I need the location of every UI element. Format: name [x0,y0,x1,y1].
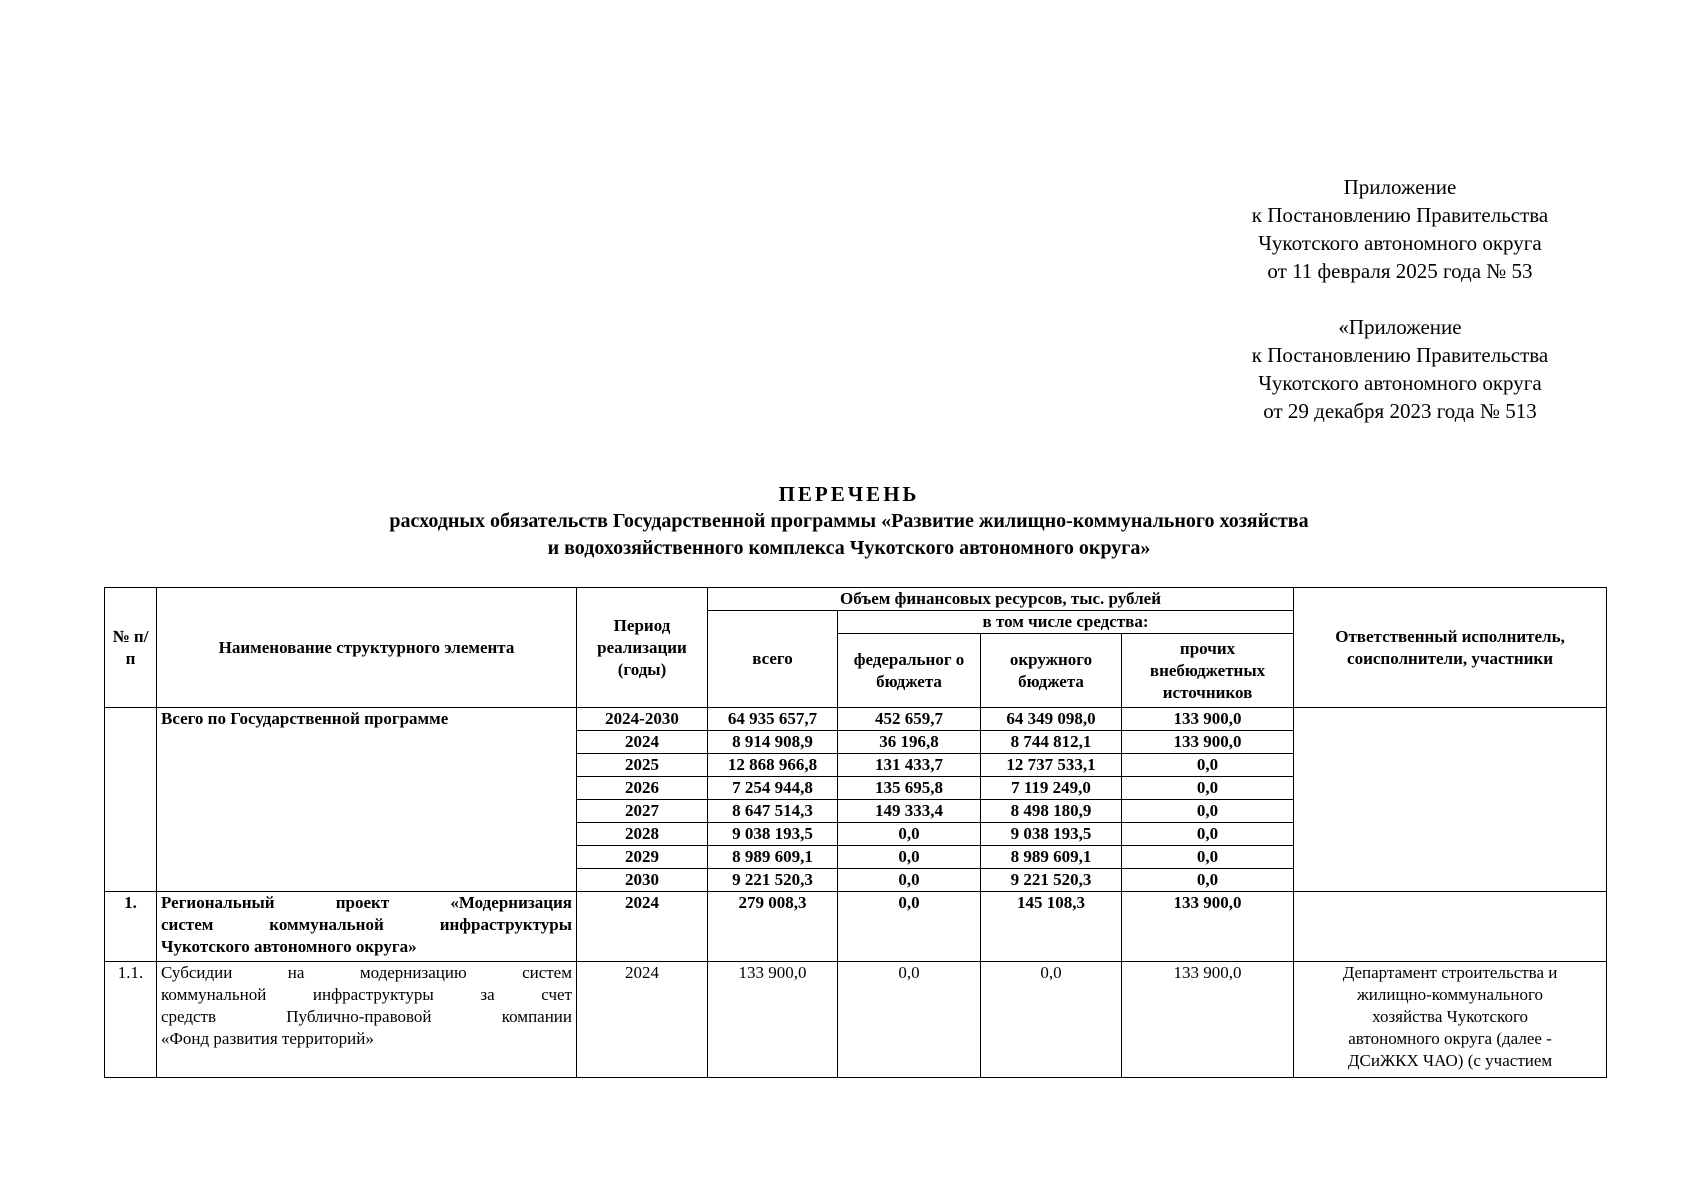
table-cell-district: 64 349 098,0 [981,708,1122,731]
table-cell-name [157,892,577,962]
table-cell-total: 7 254 944,8 [708,777,838,800]
table-cell-other: 133 900,0 [1122,962,1294,1078]
appendix-current [1200,173,1600,285]
document-subtitle-line: расходных обязательств Государственной программы «Развитие жилищно-коммунального хозяйства [389,510,1309,532]
appendix-line: Чукотского автономного округа [1258,231,1542,255]
table-cell-federal: 0,0 [838,823,981,846]
table-cell-period: 2027 [577,800,708,823]
table-cell-other: 0,0 [1122,846,1294,869]
table-cell-total: 9 038 193,5 [708,823,838,846]
table-cell-period: 2024 [577,962,708,1078]
appendix-line: к Постановлению Правительства [1251,343,1549,367]
table-cell-period: 2024 [577,892,708,962]
table-cell-num: 1.1. [105,962,157,1078]
table-cell-other: 0,0 [1122,800,1294,823]
name-line: коммунальной инфраструктуры за счет [161,985,572,1004]
name-line: Чукотского автономного округа» [161,937,417,956]
appendix-line: к Постановлению Правительства [1251,203,1549,227]
table-row [105,892,1607,962]
table-cell-period: 2024-2030 [577,708,708,731]
table-cell-other: 0,0 [1122,869,1294,892]
table-cell-district: 145 108,3 [981,892,1122,962]
table-cell-federal: 0,0 [838,846,981,869]
table-cell-other: 0,0 [1122,754,1294,777]
table-cell-total: 8 914 908,9 [708,731,838,754]
document-subtitle-line: и водохозяйственного комплекса Чукотского автономного округа» [547,537,1151,559]
appendix-line: Чукотского автономного округа [1258,371,1542,395]
table-cell-federal: 131 433,7 [838,754,981,777]
header-period: Период реализации (годы) [577,588,708,708]
table-cell-federal: 452 659,7 [838,708,981,731]
name-line: систем коммунальной инфраструктуры [161,915,572,934]
appendix-line: «Приложение [1338,315,1462,339]
name-line: Субсидии на модернизацию систем [161,963,572,982]
table-cell-period: 2024 [577,731,708,754]
responsible-line: автономного округа (далее - [1348,1029,1552,1048]
table-cell-period: 2028 [577,823,708,846]
table-cell-name: Всего по Государственной программе [157,708,577,892]
header-num: № п/п [105,588,157,708]
table-cell-num [105,708,157,892]
table-cell-responsible [1294,892,1607,962]
table-cell-district: 8 498 180,9 [981,800,1122,823]
header-including: в том числе средства: [838,611,1294,634]
table-cell-district: 7 119 249,0 [981,777,1122,800]
appendix-original [1200,313,1600,425]
table-cell-federal: 0,0 [838,869,981,892]
table-cell-total: 9 221 520,3 [708,869,838,892]
table-cell-district: 8 989 609,1 [981,846,1122,869]
table-cell-period: 2030 [577,869,708,892]
appendix-line: от 29 декабря 2023 года № 513 [1263,399,1537,423]
table-cell-responsible [1294,962,1607,1078]
header-total: всего [708,611,838,708]
responsible-line: Департамент строительства и [1342,963,1558,982]
header-other: прочих внебюджетных источников [1122,634,1294,708]
header-volume: Объем финансовых ресурсов, тыс. рублей [708,588,1294,611]
table-row [105,708,1607,731]
table-cell-federal: 0,0 [838,892,981,962]
table-cell-other: 133 900,0 [1122,892,1294,962]
table-header [105,588,1607,708]
responsible-line: хозяйства Чукотского [1372,1007,1528,1026]
table-cell-name [157,962,577,1078]
table-cell-num: 1. [105,892,157,962]
table-cell-district: 9 221 520,3 [981,869,1122,892]
header-responsible: Ответственный исполнитель, соисполнители, участники [1294,588,1607,708]
table-cell-total: 279 008,3 [708,892,838,962]
header-federal: федеральног о бюджета [838,634,981,708]
table-cell-total: 133 900,0 [708,962,838,1078]
responsible-line: жилищно-коммунального [1357,985,1544,1004]
obligations-table [104,587,1607,1078]
table-cell-other: 0,0 [1122,823,1294,846]
name-line: средств Публично-правовой компании [161,1007,572,1026]
header-name: Наименование структурного элемента [157,588,577,708]
appendix-line: Приложение [1343,175,1457,199]
table-cell-district: 8 744 812,1 [981,731,1122,754]
table-cell-federal: 149 333,4 [838,800,981,823]
name-line: Региональный проект «Модернизация [161,893,572,912]
table-cell-other: 133 900,0 [1122,708,1294,731]
table-cell-total: 12 868 966,8 [708,754,838,777]
table-cell-responsible [1294,708,1607,892]
header-district: окружного бюджета [981,634,1122,708]
document-title: ПЕРЕЧЕНЬ [778,482,920,506]
table-cell-federal: 36 196,8 [838,731,981,754]
name-line: «Фонд развития территорий» [161,1029,374,1048]
table-row [105,962,1607,1078]
table-cell-district: 12 737 533,1 [981,754,1122,777]
table-cell-other: 133 900,0 [1122,731,1294,754]
table-cell-district: 0,0 [981,962,1122,1078]
responsible-line: ДСиЖКХ ЧАО) (с участием [1347,1051,1553,1070]
table-cell-federal: 135 695,8 [838,777,981,800]
table-cell-period: 2025 [577,754,708,777]
document-heading [0,480,1698,562]
table-cell-federal: 0,0 [838,962,981,1078]
table-cell-total: 8 647 514,3 [708,800,838,823]
table-cell-other: 0,0 [1122,777,1294,800]
table-cell-period: 2026 [577,777,708,800]
table-cell-total: 8 989 609,1 [708,846,838,869]
table-cell-district: 9 038 193,5 [981,823,1122,846]
appendix-line: от 11 февраля 2025 года № 53 [1267,259,1533,283]
table-cell-total: 64 935 657,7 [708,708,838,731]
table-cell-period: 2029 [577,846,708,869]
